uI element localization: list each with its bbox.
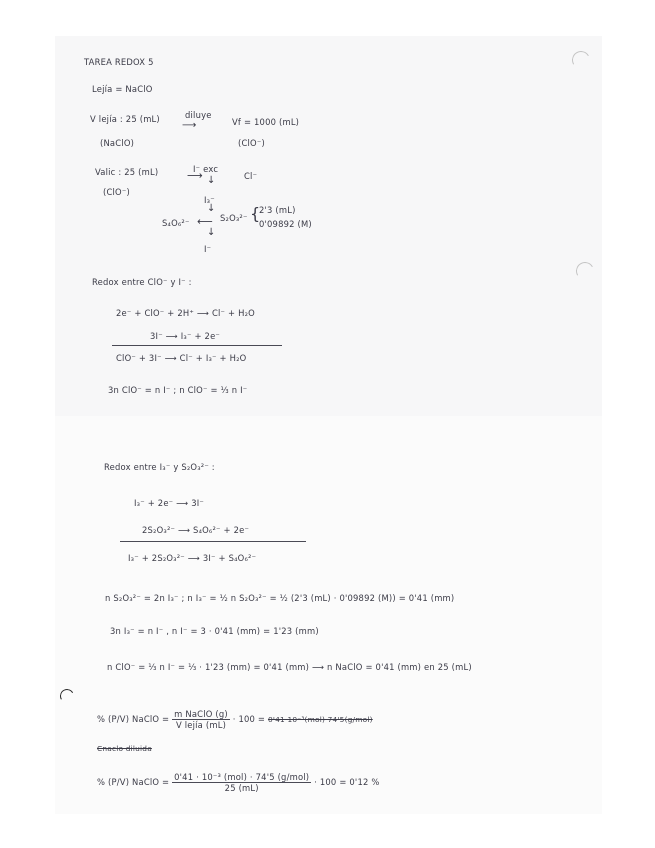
iodide-product: I⁻ [204,244,212,254]
percent-result-fraction [172,772,311,793]
redox-2-sum-line [120,541,306,542]
percent-formula-crossed-out: 0'41·10⁻³(mol)·74'5(g/mol) [267,715,373,724]
redox-1-heading: Redox entre ClO⁻ y I⁻ : [92,277,192,287]
dilution-label: diluye [185,110,212,120]
redox-1-oxidation: 3I⁻ ⟶ I₃⁻ + 2e⁻ [150,331,221,341]
down-arrow-3: ↓ [207,227,216,238]
thiosulfate-concentration: 0'09892 (M) [259,219,312,229]
percent-formula [97,709,373,730]
redox-2-global: I₃⁻ + 2S₂O₃²⁻ ⟶ 3I⁻ + S₄O₆²⁻ [128,553,257,563]
percent-formula-numerator: m NaClO (g) [174,709,228,719]
percent-result-value: · 100 = 0'12 % [314,777,380,787]
percent-result-denominator: 25 (mL) [224,783,259,793]
down-arrow-1: ↓ [207,175,216,186]
redox-1-reduction: 2e⁻ + ClO⁻ + 2H⁺ ⟶ Cl⁻ + H₂O [116,308,255,318]
dilution-arrow: ⟶ [182,120,197,131]
aliquot-species: (ClO⁻) [103,187,130,197]
reaction-arrow-1: ⟶ [187,169,203,182]
iodide-excess-label: I⁻ exc [193,164,219,174]
thiosulfate-label: S₂O₃²⁻ [220,213,248,223]
titrant-arrow: ⟵ [197,215,213,228]
aliquot-volume: Valic : 25 (mL) [95,167,159,177]
percent-result-label: % (P/V) NaClO = [97,777,170,787]
thiosulfate-volume: 2'3 (mL) [259,205,296,215]
redox-1-stoichiometry: 3n ClO⁻ = n I⁻ ; n ClO⁻ = ⅓ n I⁻ [108,385,248,395]
volume-lejia: V lejía : 25 (mL) [90,114,160,124]
species-naclo: (NaClO) [100,138,135,148]
percent-result-numerator: 0'41 · 10⁻³ (mol) · 74'5 (g/mol) [174,772,310,782]
redox-1-sum-line [112,345,282,346]
scanned-page [55,36,602,814]
calc-moles-triiodide: n S₂O₃²⁻ = 2n I₃⁻ ; n I₃⁻ = ½ n S₂O₃²⁻ = ½ (2'3 (mL) · 0'09892 (M)) = 0'41 (mm) [105,593,455,603]
crossed-out-note: Cnaclo diluida [97,744,152,753]
page-bottom-scan [55,416,602,814]
percent-formula-times: · 100 = [232,714,266,724]
chloride-product: Cl⁻ [244,171,258,181]
percent-result [97,772,380,793]
species-clo: (ClO⁻) [238,138,265,148]
final-volume: Vf = 1000 (mL) [232,117,300,127]
down-arrow-2: ↓ [207,203,216,214]
triiodide-intermediate: I₃⁻ [204,195,215,205]
redox-1-global: ClO⁻ + 3I⁻ ⟶ Cl⁻ + I₃⁻ + H₂O [116,353,247,363]
percent-formula-fraction [172,709,230,730]
calc-moles-iodide: 3n I₃⁻ = n I⁻ , n I⁻ = 3 · 0'41 (mm) = 1'23 (mm) [110,626,319,636]
redox-2-reduction: I₃⁻ + 2e⁻ ⟶ 3I⁻ [134,498,205,508]
percent-formula-denominator: V lejía (mL) [175,720,227,730]
percent-formula-label: % (P/V) NaClO = [97,714,170,724]
data-brace: { [250,204,261,223]
calc-moles-hypochlorite: n ClO⁻ = ⅓ n I⁻ = ⅓ · 1'23 (mm) = 0'41 (mm) ⟶ n NaClO = 0'41 (mm) en 25 (mL) [107,662,472,672]
tetrathionate-label: S₄O₆²⁻ [162,218,190,228]
lejia-line: Lejía = NaClO [92,84,153,94]
page-title: TAREA REDOX 5 [84,57,154,67]
redox-2-oxidation: 2S₂O₃²⁻ ⟶ S₄O₆²⁻ + 2e⁻ [142,525,250,535]
redox-2-heading: Redox entre I₃⁻ y S₂O₃²⁻ : [104,462,215,472]
